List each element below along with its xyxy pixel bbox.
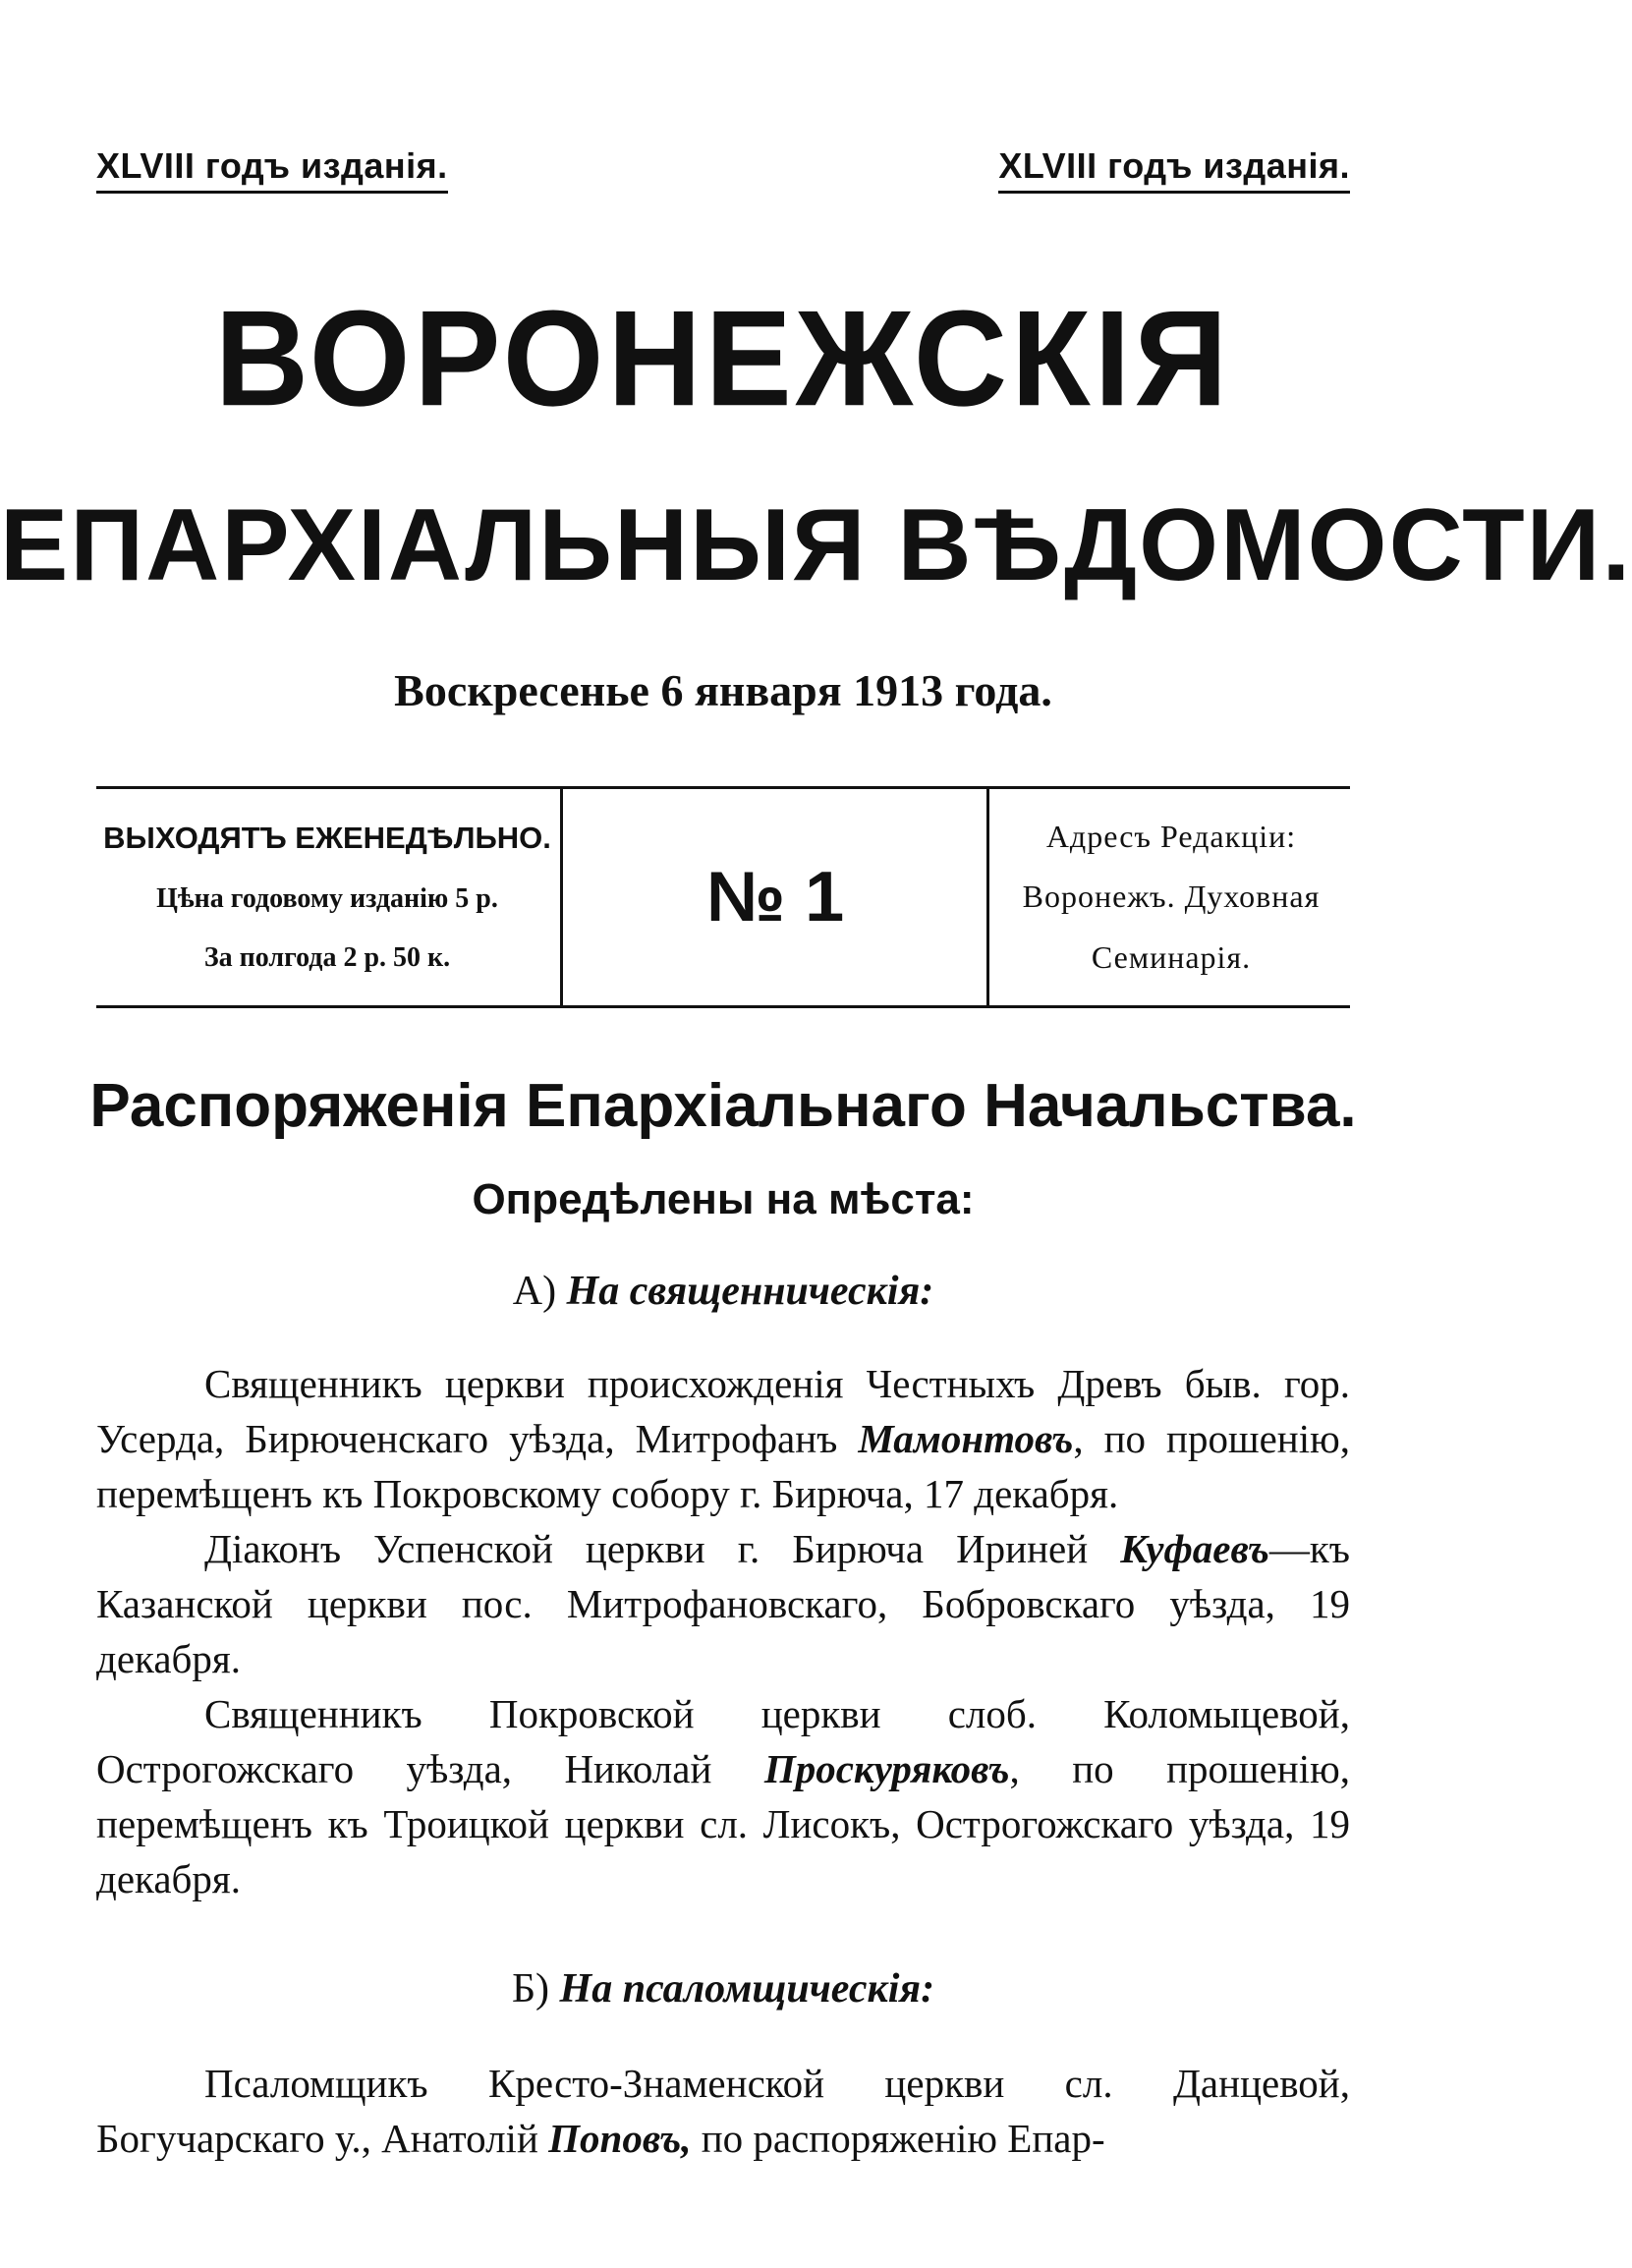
- category-b-name: На псаломщическія:: [559, 1966, 935, 2012]
- subscription-info: [96, 807, 558, 988]
- paragraph-text: , по прошенію, перемѣщенъ къ Покровскому собору г. Бирюча, 17 декабря.: [96, 1416, 1350, 1516]
- paragraph: [96, 1521, 1350, 1686]
- category-a-heading: [0, 1268, 1446, 1315]
- category-a-body: [96, 1356, 1350, 1906]
- category-a-letter: А): [512, 1269, 557, 1314]
- person-name: Куфаевъ: [1120, 1526, 1269, 1571]
- issue-date: Воскресенье 6 января 1913 года.: [394, 665, 1052, 715]
- address-line1: Воронежъ. Духовная: [1022, 879, 1321, 915]
- masthead-title-line2: ЕПАРХІАЛЬНЫЯ ВѢДОМОСТИ.: [0, 488, 1632, 602]
- paragraph-text: Діаконъ Успенской церкви г. Бирюча Ириней: [204, 1526, 1121, 1571]
- section-subtitle: Опредѣлены на мѣста:: [472, 1175, 975, 1223]
- category-b-body: [96, 2056, 1350, 2166]
- editorial-address: [992, 807, 1350, 988]
- category-b-heading: [0, 1965, 1446, 2013]
- category-a-name: На священническія:: [566, 1269, 934, 1314]
- paragraph: [96, 1686, 1350, 1906]
- frequency-text: ВЫХОДЯТЪ ЕЖЕНЕДѢЛЬНО.: [103, 821, 551, 855]
- paragraph: [96, 1356, 1350, 1521]
- person-name: Проскуряковъ: [763, 1746, 1010, 1791]
- paragraph-text: Священникъ церкви происхожденія Честныхъ Древъ быв. гор. Усерда, Бирюченскаго уѣзда, Митрофанъ: [96, 1361, 1350, 1461]
- address-label: Адресъ Редакціи:: [1045, 819, 1297, 855]
- paragraph-text: Священникъ Покровской церкви слоб. Коломыцевой, Острогожскаго уѣзда, Николай: [96, 1691, 1350, 1791]
- paragraph-text: по распоряженію Епар-: [691, 2116, 1105, 2161]
- price-half-text: За полгода 2 р. 50 к.: [203, 942, 451, 973]
- section-title: Распоряженія Епархіальнаго Начальства.: [89, 1072, 1357, 1140]
- person-name: Поповъ,: [548, 2116, 692, 2161]
- divider-rule: [986, 789, 989, 1005]
- paragraph-text: Псаломщикъ Кресто-Знаменской церкви сл. Данцевой, Богучарскаго у., Анатолій: [96, 2061, 1350, 2161]
- edition-year-left: XLVIII годъ изданія.: [96, 145, 448, 194]
- paragraph-text: —къ Казанской церкви пос. Митрофановскаго, Бобровскаго уѣзда, 19 декабря.: [96, 1526, 1350, 1681]
- category-b-letter: Б): [511, 1966, 550, 2012]
- person-name: Мамонтовъ: [858, 1416, 1074, 1461]
- paragraph: [96, 2056, 1350, 2166]
- price-year-text: Цѣна годовому изданію 5 р.: [156, 883, 498, 914]
- issue-number: № 1: [705, 858, 845, 936]
- divider-rule: [560, 789, 563, 1005]
- info-band: [96, 786, 1350, 1008]
- issue-number-box: [564, 807, 986, 988]
- edition-year-right: XLVIII годъ изданія.: [998, 145, 1350, 194]
- masthead-title-line1: ВОРОНЕЖСКІЯ: [214, 282, 1232, 434]
- address-line2: Семинарія.: [1091, 938, 1252, 975]
- paragraph-text: , по прошенію, перемѣщенъ къ Троицкой церкви сл. Лисокъ, Острогожскаго уѣзда, 19 декабря.: [96, 1746, 1350, 1901]
